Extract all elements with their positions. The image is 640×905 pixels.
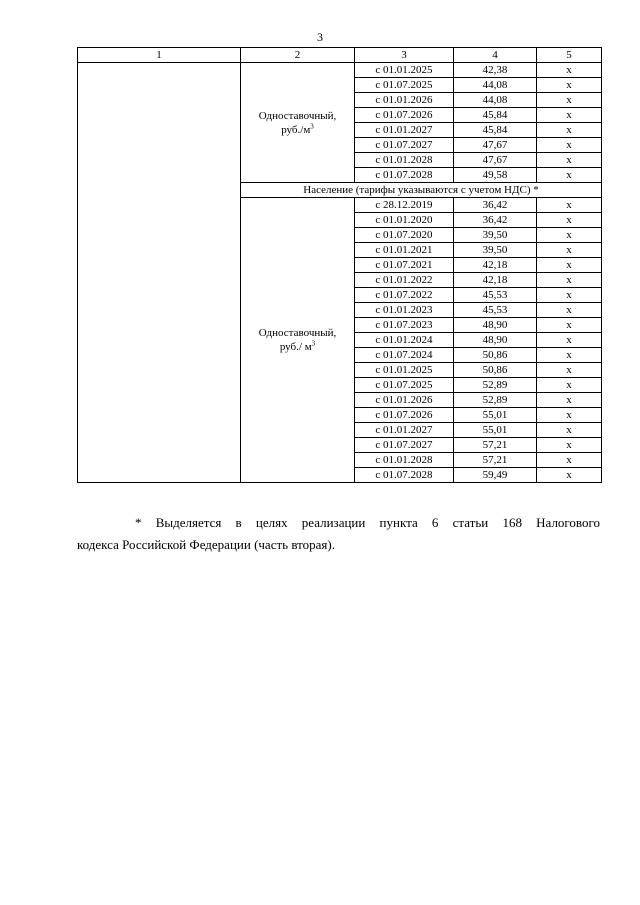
period-cell: с 01.01.2028 (355, 453, 454, 468)
price-cell: 47,67 (454, 138, 537, 153)
tariff-unit-label: руб./ м (279, 341, 312, 353)
note-cell: х (537, 438, 602, 453)
note-cell: х (537, 198, 602, 213)
column-header-4: 4 (454, 48, 537, 63)
tariff-table-body (78, 48, 602, 483)
period-cell: с 01.07.2021 (355, 258, 454, 273)
price-cell: 52,89 (454, 378, 537, 393)
note-cell: х (537, 273, 602, 288)
price-cell: 45,53 (454, 288, 537, 303)
price-cell: 42,18 (454, 258, 537, 273)
tariff-type-cell (241, 198, 355, 483)
period-cell: с 01.01.2024 (355, 333, 454, 348)
note-cell: х (537, 348, 602, 363)
price-cell: 36,42 (454, 213, 537, 228)
price-cell: 49,58 (454, 168, 537, 183)
tariff-type-label: Одноставочный, (258, 109, 337, 122)
tariff-unit-exponent: 3 (311, 339, 316, 348)
price-cell: 52,89 (454, 393, 537, 408)
period-cell: с 01.01.2027 (355, 123, 454, 138)
price-cell: 45,84 (454, 123, 537, 138)
period-cell: с 01.07.2026 (355, 408, 454, 423)
note-cell: х (537, 93, 602, 108)
tariff-type-cell (241, 63, 355, 183)
period-cell: с 01.07.2028 (355, 468, 454, 483)
tariff-type-label: Одноставочный, (258, 327, 337, 339)
note-cell: х (537, 453, 602, 468)
note-cell: х (537, 168, 602, 183)
tariff-table (77, 47, 602, 483)
note-cell: х (537, 393, 602, 408)
period-cell: с 01.07.2023 (355, 318, 454, 333)
section-title: Население (тарифы указываются с учетом НДС) * (241, 183, 602, 198)
note-cell: х (537, 378, 602, 393)
note-cell: х (537, 123, 602, 138)
note-cell: х (537, 63, 602, 78)
note-cell: х (537, 408, 602, 423)
column-header-5: 5 (537, 48, 602, 63)
period-cell: с 01.01.2026 (355, 93, 454, 108)
price-cell: 50,86 (454, 348, 537, 363)
note-cell: х (537, 108, 602, 123)
column-header-3: 3 (355, 48, 454, 63)
period-cell: с 01.01.2020 (355, 213, 454, 228)
price-cell: 48,90 (454, 333, 537, 348)
note-cell: х (537, 258, 602, 273)
price-cell: 45,84 (454, 108, 537, 123)
period-cell: с 01.07.2024 (355, 348, 454, 363)
note-cell: х (537, 228, 602, 243)
empty-cell (78, 63, 241, 483)
note-cell: х (537, 468, 602, 483)
note-cell: х (537, 303, 602, 318)
price-cell: 39,50 (454, 243, 537, 258)
period-cell: с 01.07.2026 (355, 108, 454, 123)
note-cell: х (537, 423, 602, 438)
price-cell: 45,53 (454, 303, 537, 318)
table-row (78, 63, 602, 78)
price-cell: 55,01 (454, 408, 537, 423)
period-cell: с 01.07.2020 (355, 228, 454, 243)
price-cell: 57,21 (454, 438, 537, 453)
column-header-2: 2 (241, 48, 355, 63)
price-cell: 59,49 (454, 468, 537, 483)
price-cell: 42,38 (454, 63, 537, 78)
note-cell: х (537, 213, 602, 228)
period-cell: с 01.07.2027 (355, 138, 454, 153)
tariff-unit-exponent: 3 (310, 121, 314, 130)
price-cell: 36,42 (454, 198, 537, 213)
period-cell: с 01.01.2026 (355, 393, 454, 408)
tariff-unit-label: руб./м (281, 123, 311, 136)
footnote-line-2: кодекса Российской Федерации (часть вторая). (77, 537, 335, 552)
note-cell: х (537, 288, 602, 303)
note-cell: х (537, 138, 602, 153)
period-cell: с 01.01.2022 (355, 273, 454, 288)
footnote-line-1: * Выделяется в целях реализации пункта 6 статьи 168 Налогового (135, 515, 600, 530)
period-cell: с 28.12.2019 (355, 198, 454, 213)
price-cell: 57,21 (454, 453, 537, 468)
note-cell: х (537, 78, 602, 93)
period-cell: с 01.01.2025 (355, 63, 454, 78)
period-cell: с 01.01.2023 (355, 303, 454, 318)
price-cell: 47,67 (454, 153, 537, 168)
price-cell: 48,90 (454, 318, 537, 333)
page-number: 3 (317, 30, 323, 44)
column-header-1: 1 (78, 48, 241, 63)
note-cell: х (537, 243, 602, 258)
table-header-row (78, 48, 602, 63)
note-cell: х (537, 153, 602, 168)
price-cell: 50,86 (454, 363, 537, 378)
note-cell: х (537, 318, 602, 333)
period-cell: с 01.07.2027 (355, 438, 454, 453)
period-cell: с 01.07.2028 (355, 168, 454, 183)
price-cell: 39,50 (454, 228, 537, 243)
period-cell: с 01.01.2028 (355, 153, 454, 168)
note-cell: х (537, 363, 602, 378)
footnote (77, 512, 600, 556)
price-cell: 42,18 (454, 273, 537, 288)
period-cell: с 01.07.2022 (355, 288, 454, 303)
period-cell: с 01.01.2025 (355, 363, 454, 378)
period-cell: с 01.01.2021 (355, 243, 454, 258)
period-cell: с 01.07.2025 (355, 78, 454, 93)
note-cell: х (537, 333, 602, 348)
price-cell: 44,08 (454, 93, 537, 108)
period-cell: с 01.01.2027 (355, 423, 454, 438)
price-cell: 44,08 (454, 78, 537, 93)
price-cell: 55,01 (454, 423, 537, 438)
period-cell: с 01.07.2025 (355, 378, 454, 393)
